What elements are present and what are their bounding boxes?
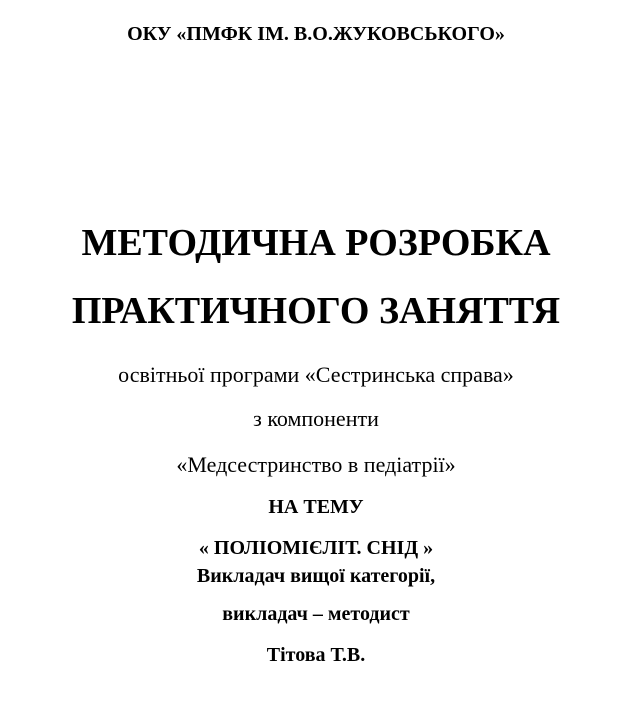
component-label: з компоненти: [253, 406, 379, 431]
document-title-line-2: ПРАКТИЧНОГО ЗАНЯТТЯ: [71, 290, 561, 332]
program-name: освітньої програми «Сестринська справа»: [118, 362, 514, 387]
institution-name: ОКУ «ПМФК ІМ. В.О.ЖУКОВСЬКОГО»: [127, 23, 505, 45]
author-title-line-1: Викладач вищої категорії,: [196, 565, 436, 587]
author-title-line-2: викладач – методист: [222, 603, 410, 625]
component-name: «Медсестринство в педіатрії»: [176, 452, 456, 477]
topic-label: НА ТЕМУ: [268, 496, 364, 518]
document-title-line-1: МЕТОДИЧНА РОЗРОБКА: [81, 222, 551, 264]
topic-name: « ПОЛІОМІЄЛІТ. СНІД »: [198, 537, 434, 559]
author-name: Тітова Т.В.: [266, 644, 366, 666]
